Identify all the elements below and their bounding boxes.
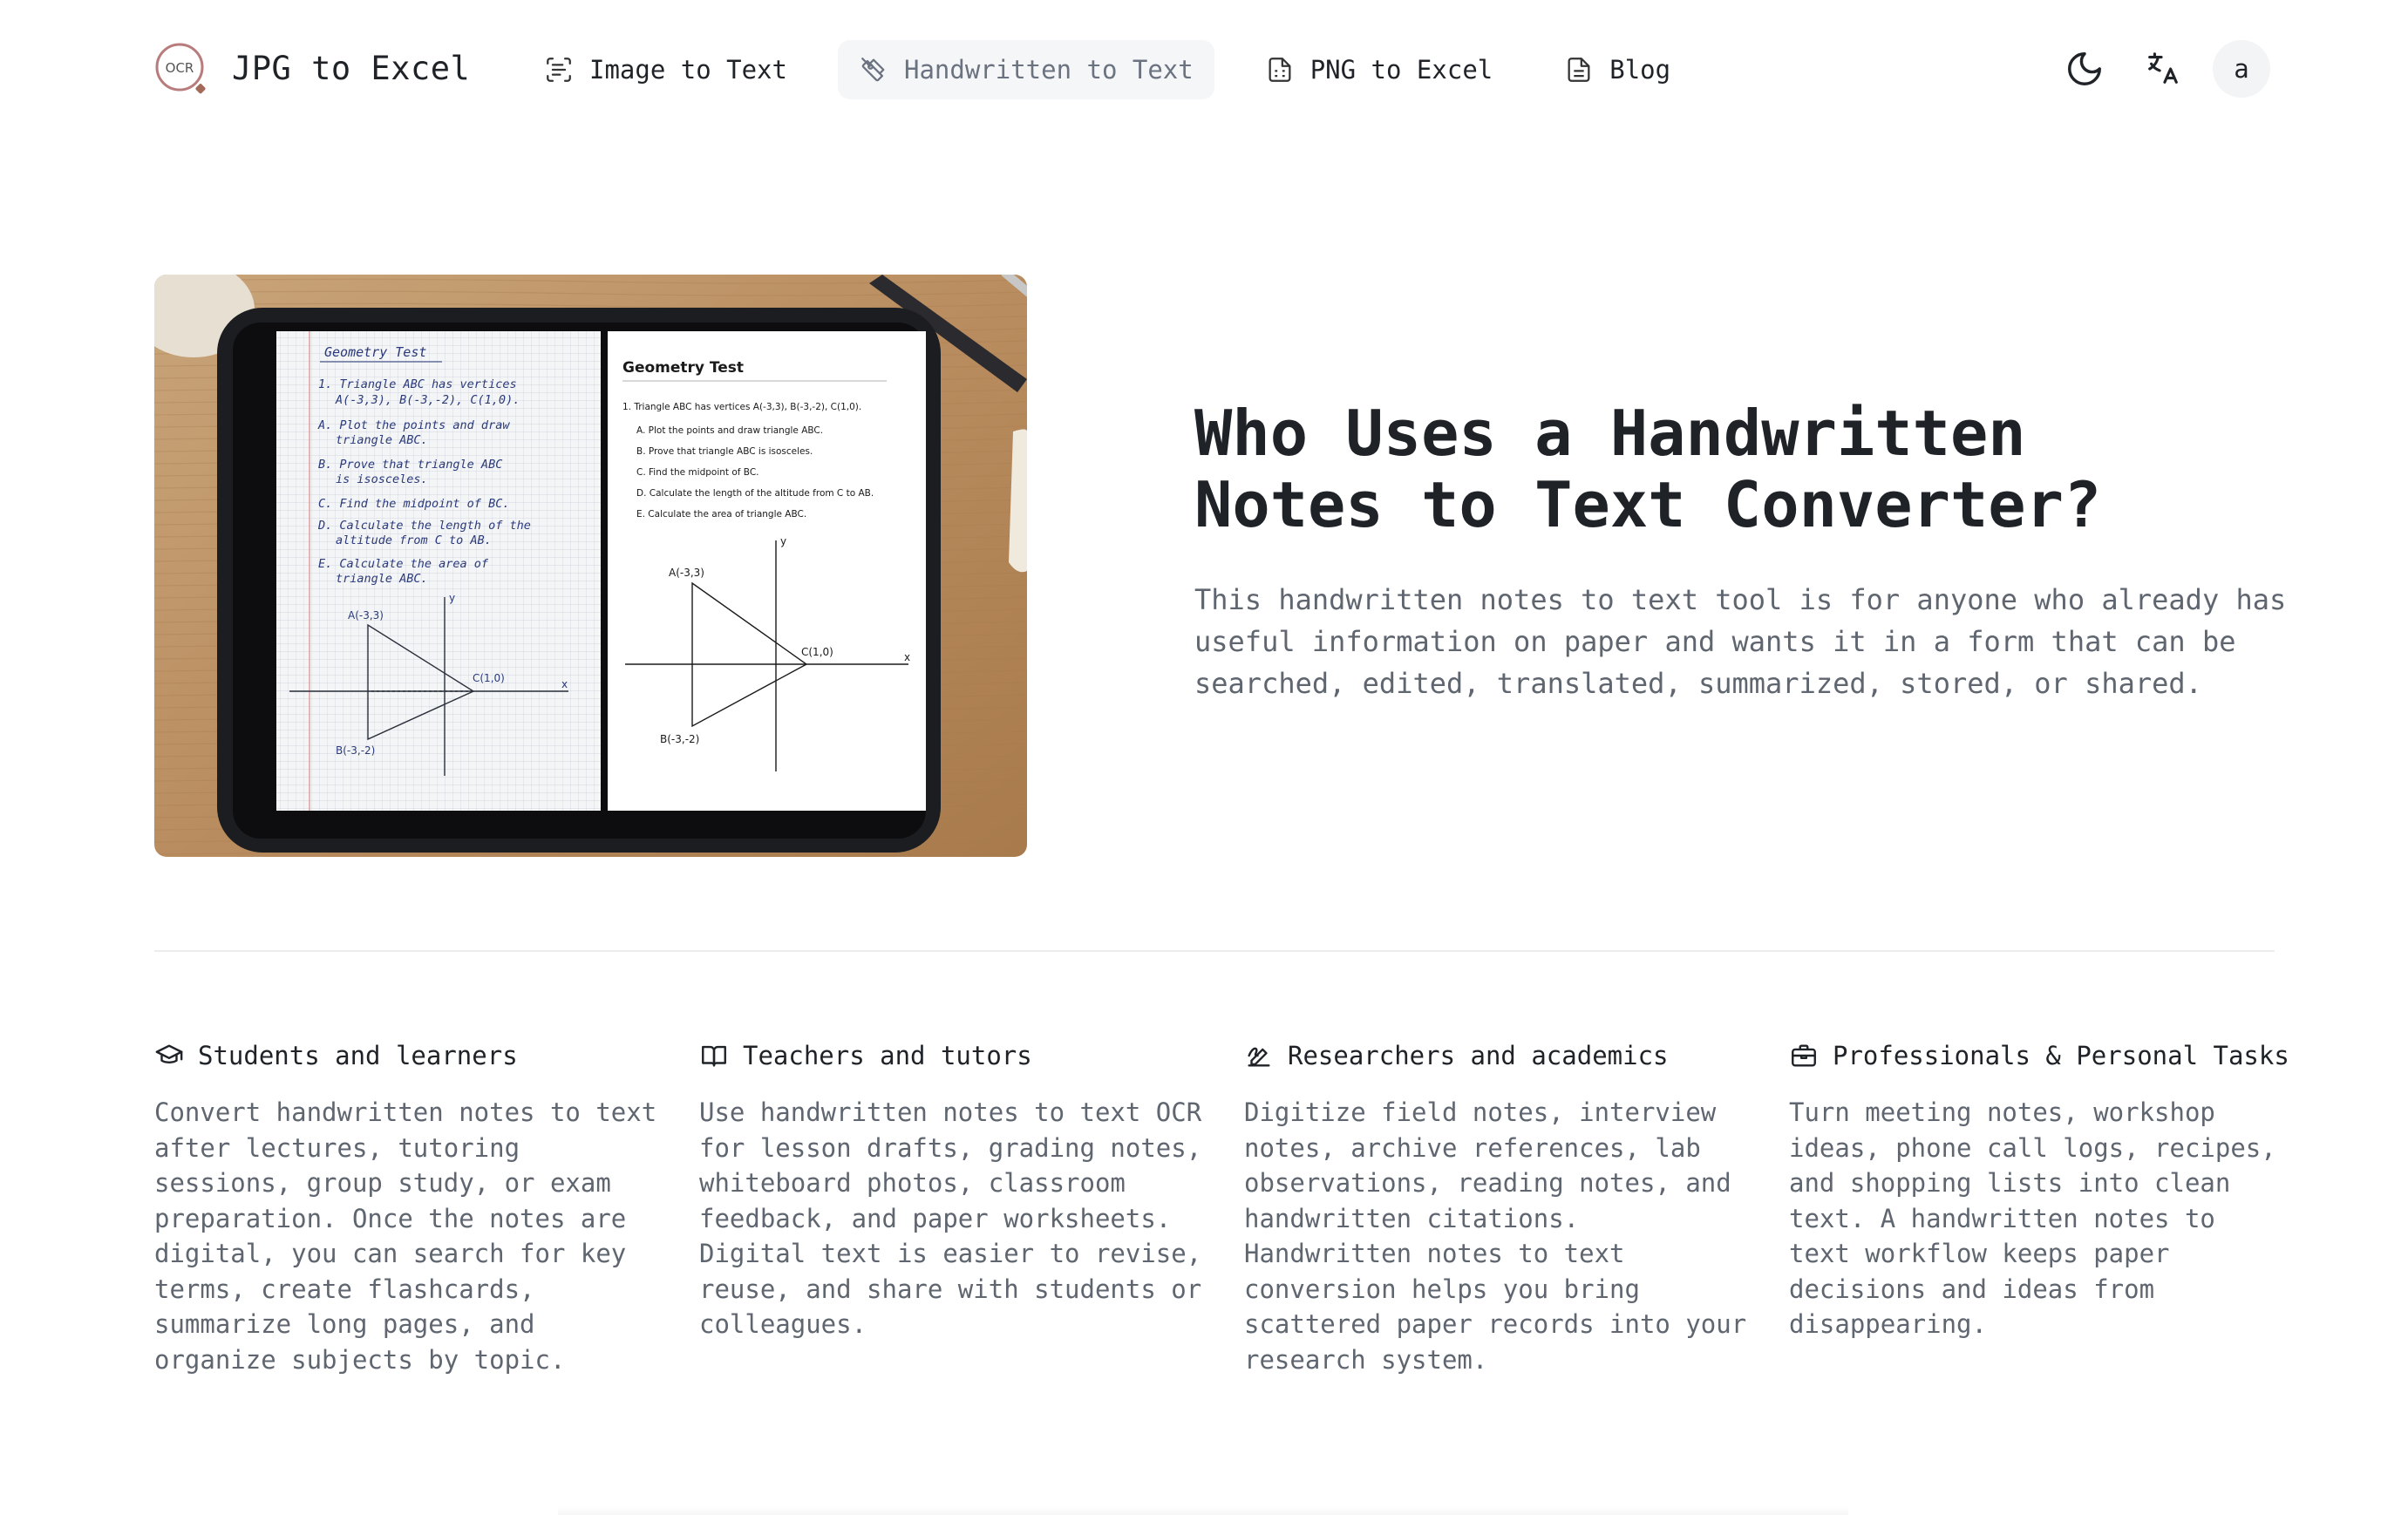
audience-body: Use handwritten notes to text OCR for lesson drafts, grading notes, whiteboard photos, classroom feedback, and paper worksheets. Digital text is easier to revise, reuse, and share with students or colleagues. (699, 1097, 1202, 1339)
open-book-icon (699, 1041, 729, 1070)
svg-text:A(-3,3): A(-3,3) (669, 567, 704, 579)
nav-handwritten-to-text[interactable] (838, 40, 1214, 99)
svg-text:E. Calculate the area of: E. Calculate the area of (318, 557, 489, 571)
site-header (0, 0, 2408, 139)
audience-body: Digitize field notes, interview notes, archive references, lab observations, reading notes, and handwritten citations. Handwritten notes to text conversion helps you bring scattered paper records into your research system. (1244, 1097, 1747, 1375)
spreadsheet-file-icon (1265, 55, 1295, 85)
svg-text:x: x (561, 678, 568, 690)
signature-icon (1244, 1041, 1274, 1070)
audience-card-researchers (1244, 1034, 1758, 1377)
nav-label: Image to Text (589, 55, 787, 85)
svg-text:B(-3,-2): B(-3,-2) (336, 744, 376, 757)
audience-title: Researchers and academics (1288, 1041, 1669, 1070)
svg-text:1. Triangle ABC has vertices A: 1. Triangle ABC has vertices A(-3,3), B(-3,-2), C(1,0). (622, 402, 862, 412)
scan-text-icon (544, 55, 574, 85)
audience-card-teachers (699, 1034, 1214, 1342)
svg-text:A(-3,3): A(-3,3) (348, 609, 384, 622)
audience-title: Students and learners (198, 1041, 518, 1070)
header-actions (2037, 38, 2270, 99)
svg-text:C. Find the midpoint of BC.: C. Find the midpoint of BC. (318, 497, 510, 511)
svg-text:A(-3,3), B(-3,-2), C(1,0).: A(-3,3), B(-3,-2), C(1,0). (336, 393, 520, 407)
user-avatar[interactable]: a (2213, 40, 2270, 98)
audience-title: Teachers and tutors (743, 1041, 1032, 1070)
brand-link[interactable] (153, 40, 470, 96)
svg-text:1. Triangle ABC has vertices: 1. Triangle ABC has vertices (318, 377, 517, 391)
nav-image-to-text[interactable] (523, 40, 808, 99)
hero-title-line-2: Notes to Text Converter? (1194, 468, 2102, 541)
ocr-logo-icon (153, 41, 207, 95)
nav-blog[interactable] (1543, 40, 1691, 99)
audience-body: Convert handwritten notes to text after lectures, tutoring sessions, group study, or exam preparation. Once the notes are digital, you can search for key terms, create flashcards, summarize long pages, and organize subjects by topic. (154, 1097, 657, 1375)
svg-text:C(1,0): C(1,0) (473, 672, 505, 684)
language-button[interactable] (2133, 38, 2194, 99)
svg-text:A. Plot the points and draw: A. Plot the points and draw (318, 418, 510, 432)
svg-text:B. Prove that triangle ABC is: B. Prove that triangle ABC is isosceles. (636, 446, 813, 457)
nav-label: Blog (1609, 55, 1671, 85)
hero-tablet-image (154, 275, 1027, 857)
briefcase-icon (1789, 1041, 1819, 1070)
svg-text:y: y (780, 535, 787, 547)
audience-body: Turn meeting notes, workshop ideas, phone call logs, recipes, and shopping lists into clean text. A handwritten notes to text workflow keeps paper decisions and ideas from disappearing. (1789, 1097, 2276, 1339)
audience-card-professionals (1789, 1034, 2290, 1342)
svg-text:A. Plot the points and draw tr: A. Plot the points and draw triangle ABC. (636, 425, 824, 436)
moon-icon (2064, 49, 2105, 89)
svg-text:x: x (904, 651, 911, 663)
svg-text:OCR: OCR (165, 60, 194, 76)
nav-png-to-excel[interactable] (1244, 40, 1514, 99)
svg-text:C. Find the midpoint of BC.: C. Find the midpoint of BC. (636, 467, 759, 478)
svg-text:D. Calculate the length of the: D. Calculate the length of the (318, 519, 531, 533)
svg-text:Geometry Test: Geometry Test (622, 359, 745, 377)
nav-label: Handwritten to Text (903, 55, 1194, 85)
translate-icon (2143, 49, 2183, 89)
svg-text:B(-3,-2): B(-3,-2) (660, 733, 700, 745)
hero-title-line-1: Who Uses a Handwritten (1194, 397, 2026, 470)
hero-description: This handwritten notes to text tool is for anyone who already has useful information on paper and wants it in a form that can be searched, edited, translated, summarized, stored, or shared. (1194, 583, 2287, 700)
svg-text:D. Calculate the length of the: D. Calculate the length of the altitude from C to AB. (636, 488, 874, 499)
hero-section (1194, 397, 2293, 704)
footer-edge (558, 1506, 1848, 1515)
theme-toggle-button[interactable] (2054, 38, 2115, 99)
brand-name: JPG to Excel (232, 49, 471, 87)
main-nav (523, 40, 1721, 99)
svg-text:B. Prove that triangle ABC: B. Prove that triangle ABC (318, 458, 503, 472)
svg-text:triangle ABC.: triangle ABC. (336, 433, 428, 447)
svg-text:E. Calculate the area of trian: E. Calculate the area of triangle ABC. (636, 509, 807, 520)
svg-text:altitude from C to AB.: altitude from C to AB. (336, 533, 492, 547)
svg-text:triangle ABC.: triangle ABC. (336, 572, 428, 586)
svg-text:Geometry Test: Geometry Test (324, 344, 427, 360)
hero-title (1194, 397, 2293, 540)
audience-title: Professionals & Personal Tasks (1833, 1041, 2289, 1070)
svg-text:is isosceles.: is isosceles. (336, 472, 428, 486)
nav-label: PNG to Excel (1309, 55, 1493, 85)
audience-card-students (154, 1034, 669, 1377)
svg-text:C(1,0): C(1,0) (801, 646, 833, 658)
svg-text:y: y (449, 592, 456, 604)
section-divider (154, 950, 2275, 952)
pen-tool-icon (859, 55, 888, 85)
graduation-cap-icon (154, 1041, 184, 1070)
document-icon (1564, 55, 1594, 85)
